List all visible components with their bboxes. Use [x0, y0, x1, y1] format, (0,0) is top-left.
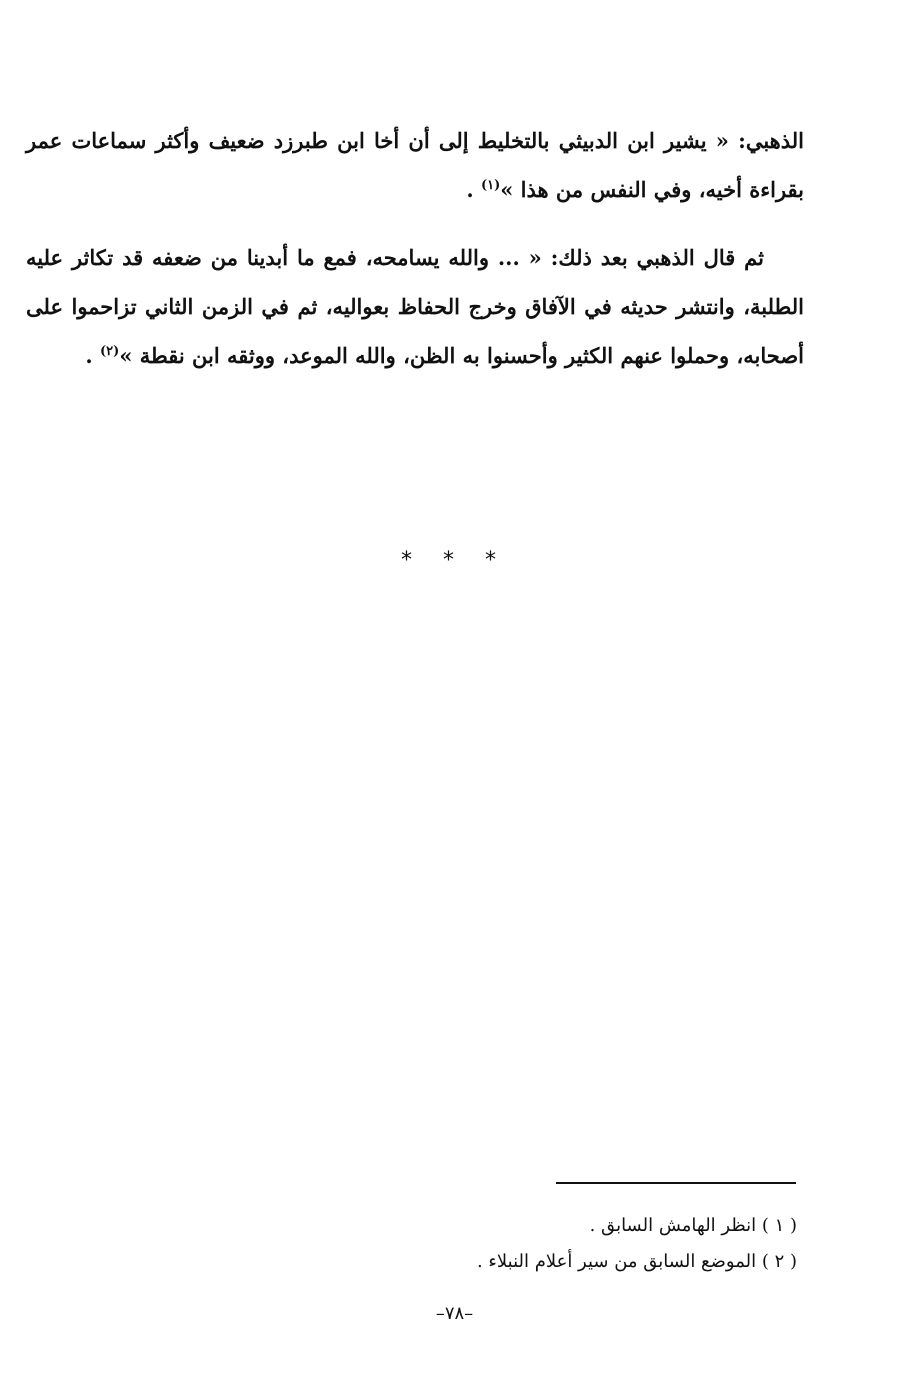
section-separator: * * * [401, 548, 508, 573]
footnote-divider [556, 1182, 796, 1184]
footnotes [197, 1208, 797, 1280]
paragraph-2-text: ثم قال الذهبي بعد ذلك: « ... والله يسامحه، فمع ما أبدينا من ضعفه قد تكاثر عليه الطلبة، وانتشر حديثه في الآفاق وخرج الحفاظ بعواليه، ثم في الزمن الثاني تزاحموا على أصحابه، وحملوا عنهم الكثير وأحسنوا به الظن، والله الموعد، ووثقه ابن نقطة » [26, 245, 804, 368]
footnote-1: ( ١ ) انظر الهامش السابق . [589, 1215, 797, 1236]
page-number: –٧٨– [435, 1303, 474, 1324]
paragraph-2 [26, 233, 804, 380]
footnote-ref-2: (٢) [100, 344, 120, 359]
footnote-ref-1: (١) [480, 178, 501, 193]
paragraph-1-end: . [466, 177, 481, 202]
footnote-2: ( ٢ ) الموضع السابق من سير أعلام النبلاء . [476, 1251, 797, 1272]
paragraph-2-end: . [85, 343, 101, 368]
paragraph-1 [26, 116, 804, 214]
paragraph-1-text: الذهبي: « يشير ابن الدبيثي بالتخليط إلى أن أخا ابن طبرزد ضعيف وأكثر سماعات عمر بقراءة أخيه، وفي النفس من هذا » [26, 128, 804, 202]
